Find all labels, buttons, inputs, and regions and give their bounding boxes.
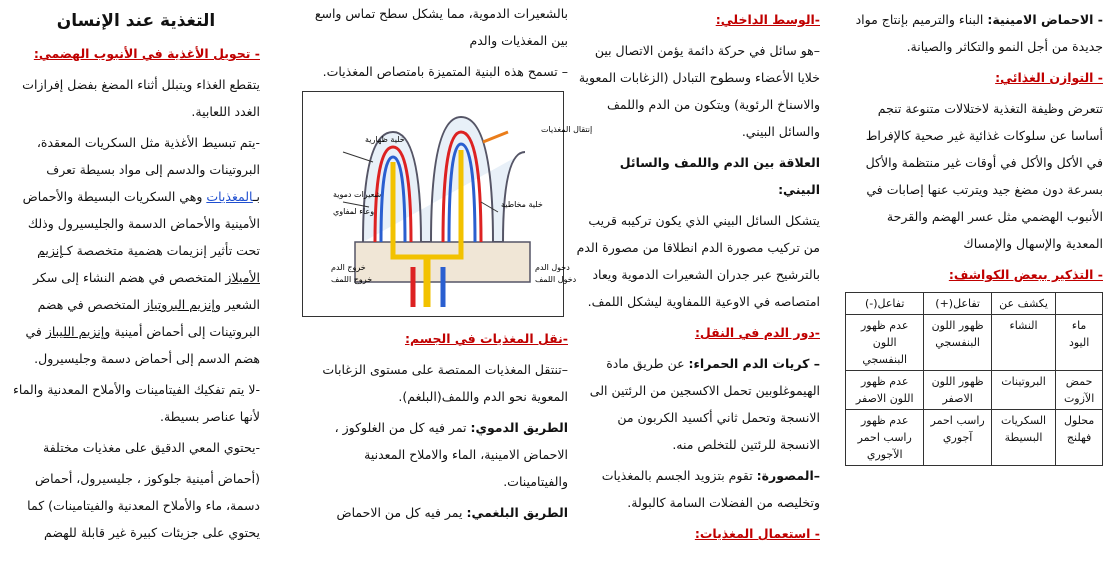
- lipase-term: إنزيم الليباز: [45, 324, 105, 339]
- table-header: يكشف عن: [991, 293, 1055, 315]
- para-intestine: -يحتوي المعي الدقيق على مغذيات مختلفة: [43, 440, 260, 455]
- para-absorption: – تسمح هذه البنية المتميزة بامتصاص المغذيات.: [322, 64, 568, 79]
- table-cell: عدم ظهور راسب احمر الآجوري: [846, 410, 924, 466]
- para-internal-medium: –هو سائل في حركة دائمة يؤمن الاتصال بين خلايا الأعضاء وسطوح التبادل (الزغابات المعوية والاسناخ الرئوية) ويتكون من الدم واللمف والسائل البيني.: [578, 43, 820, 139]
- label-blood-in: دخول الدم: [535, 263, 570, 272]
- table-cell: محلول فهلنج: [1056, 410, 1103, 466]
- table-cell: عدم ظهور اللون الاصفر: [846, 371, 924, 410]
- villus-diagram: [303, 92, 593, 316]
- column-second: [298, 0, 593, 572]
- table-cell: حمض الآزوت: [1056, 371, 1103, 410]
- amylase-term: إنزيم الأميلاز: [37, 243, 260, 285]
- table-cell: النشاء: [991, 315, 1055, 371]
- table-row: [846, 371, 1103, 410]
- table-cell: راسب احمر آجوري: [924, 410, 991, 466]
- table-cell: عدم ظهور اللون البنفسجي: [846, 315, 924, 371]
- para-balance: تتعرض وظيفة التغذية لاختلالات متنوعة تنجم أساسا عن سلوكات غذائية غير صحية كالإفراط في الأكل والأكل في أوقات غير منتظمة والأكل بسرعة دون مضغ جيد ويترتب عنها إصابات في الأنبوب الهضمي مثل عسر الهضم والقرحة المعدية والإسهال والإمساك: [865, 101, 1103, 251]
- para-relation: يتشكل السائل البيني الذي يكون تركيبه قريب من تركيب مصورة الدم انطلاقا من مصورة الدم بالترشيح عبر جدران الشعيرات الدموية ويعاد امتصاصه في الاوعية اللمفاوية ليشكل اللمف.: [576, 213, 820, 309]
- heading-internal-medium: -الوسط الداخلي:: [715, 12, 820, 27]
- table-row: [846, 315, 1103, 371]
- para-red-cells: – كريات الدم الحمراء: عن طريق مادة الهيموغلوبين تحمل الاكسجين من الرئتين الى الانسجة وتحمل ثاني أكسيد الكربون من الانسجة للرئتين للتخلص منه.: [589, 356, 820, 452]
- heading-nutrient-use: - استعمال المغذيات:: [694, 526, 820, 541]
- label-lymph-out: خروج اللمف: [331, 275, 373, 284]
- heading-transport: -نقل المغذيات في الجسم:: [404, 331, 568, 346]
- table-cell: ظهور اللون الاصفر: [924, 371, 991, 410]
- nutrients-link[interactable]: المغذيات: [206, 189, 253, 204]
- para-blood-route: الطريق الدموي: تمر فيه كل من الغلوكوز ، الاحماض الامينية، الماء والاملاح المعدنية والفيتامينات.: [334, 420, 568, 489]
- reagents-table: [845, 292, 1103, 466]
- column-left: [12, 0, 260, 572]
- column-right: [848, 0, 1103, 572]
- table-header: تفاعل(+): [924, 293, 991, 315]
- table-cell: ظهور اللون البنفسجي: [924, 315, 991, 371]
- villus-figure: [302, 91, 593, 317]
- table-row: [846, 410, 1103, 466]
- label-mucous: خلية مخاطية: [501, 200, 543, 209]
- table-cell: السكريات البسيطة: [991, 410, 1055, 466]
- para-enzymes: -يتم تبسيط الأغذية مثل السكريات المعقدة، البروتينات والدسم إلى مواد بسيطة تعرف بـالمغذيات وهي السكريات البسيطة والأحماض الأمينية والأحماض الدسمة والجليسيرول وذلك تحت تأثير إنزيمات هضمية متخصصة كـإنزيم الأميلاز المتخصص في هضم النشاء إلى سكر الشعير وإنزيم البروتياز المتخصص في هضم البروتينات إلى أحماض أمينية وإنزيم الليباز في هضم الدسم إلى أحماض دسمة وجليسيرول.: [22, 135, 260, 366]
- heading-blood-role: -دور الدم في النقل:: [694, 325, 820, 340]
- table-header-row: [846, 293, 1103, 315]
- para-vitamins: -لا يتم تفكيك الفيتامينات والأملاح المعدنية والماء لأنها عناصر بسيطة.: [13, 382, 260, 424]
- para-plasma: –المصورة: تقوم بتزويد الجسم بالمغذيات وتخليصه من الفضلات السامة كالبولة.: [601, 468, 820, 510]
- table-header: تفاعل(-): [846, 293, 924, 315]
- table-cell: البروتينات: [991, 371, 1055, 410]
- label-capillaries: شعيرات دموية: [333, 190, 382, 199]
- label-blood-out: خروج الدم: [331, 263, 366, 272]
- para-capillaries: بالشعيرات الدموية، مما يشكل سطح تماس واسع بين المغذيات والدم: [314, 6, 568, 48]
- heading-digestion: - تحويل الأغذية في الأنبوب الهضمي:: [33, 46, 260, 61]
- pointer-1: [343, 152, 373, 162]
- protease-term: إنزيم البروتياز: [144, 297, 215, 312]
- para-lymph-route: الطريق البلغمي: يمر فيه كل من الاحماض: [336, 505, 568, 520]
- para-amino-acids: - الاحماض الامينية: البناء والترميم بإنتاج مواد جديدة من أجل النمو والتكاثر والصيانة.: [855, 12, 1103, 54]
- page-title: التغذية عند الإنسان: [56, 11, 216, 31]
- arrow-nutrients: [483, 132, 508, 142]
- column-third: [575, 0, 820, 572]
- label-nutrient-transfer: إنتقال المغذيات: [541, 125, 593, 134]
- para-nutrient-list: (أحماض أمينية جلوكوز ، جليسيرول، أحماض دسمة، ماء والأملاح المعدنية والفيتامينات) كما يحتوي على جزيئات كبيرة غير قابلة للهضم: [27, 471, 260, 540]
- para-chewing: يتقطع الغذاء ويتبلل أثناء المضغ بفضل إفرازات الغدد اللعابية.: [22, 77, 260, 119]
- heading-balance: - التوازن الغذائي:: [995, 70, 1103, 85]
- table-cell: ماء اليود: [1056, 315, 1103, 371]
- subheading-relation: العلاقة بين الدم واللمف والسائل البيني:: [619, 155, 820, 197]
- label-epithelial: خلية ظهارية: [365, 135, 405, 144]
- para-transport: –تنتقل المغذيات الممتصة على مستوى الزغابات المعوية نحو الدم واللمف(البلغم).: [322, 362, 568, 404]
- label-lymph-in: دخول اللمف: [535, 275, 577, 284]
- heading-reagents: - التذكير ببعض الكواشف:: [948, 267, 1103, 282]
- label-lymphatic: وعاء لمفاوي: [333, 207, 375, 216]
